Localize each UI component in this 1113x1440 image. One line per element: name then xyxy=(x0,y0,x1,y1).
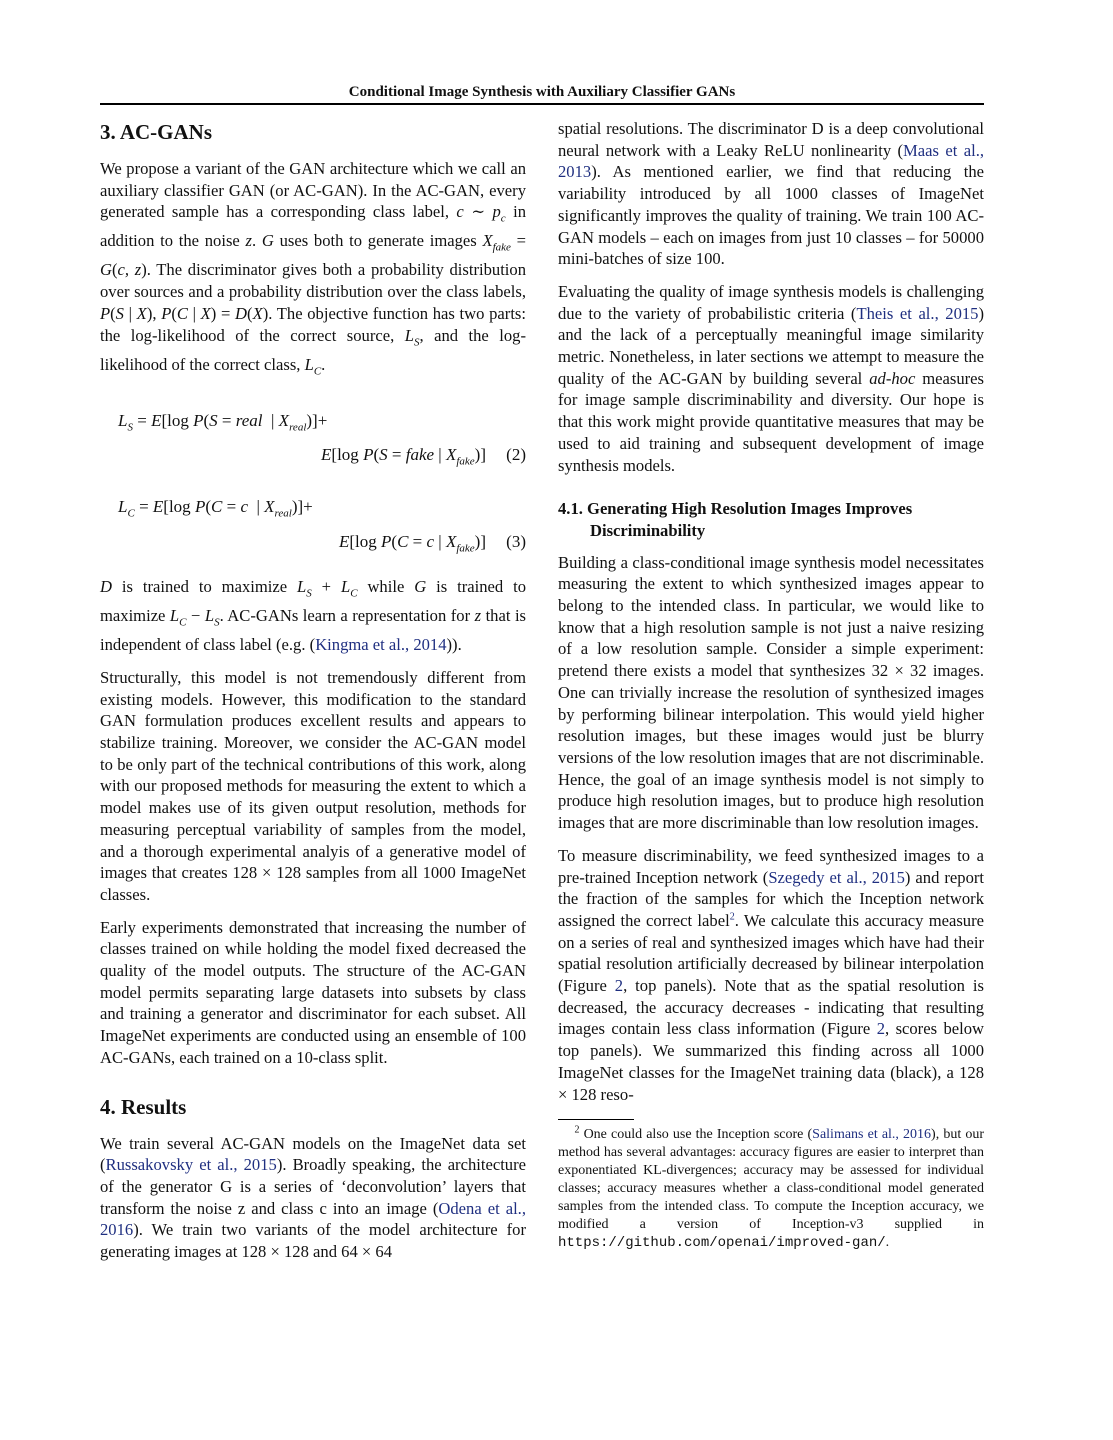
footnote-2: $^2$ One could also use the Inception score (Salimans et al., 2016), but our method has several advantages: accuracy figures are easier to interpret than exponentiated KL-divergences; accuracy may be assessed for individual classes; accuracy measures whether a class-conditional model generated samples from the intended class. To compute the Inception accuracy, we modified a version of Inception-v3 supplied in https://github.com/openai/improved-gan/. xyxy=(558,1124,984,1252)
equation-3-line-2: E[log P(C = c | $X_{fake}$)] (3) xyxy=(100,528,526,562)
running-title: Conditional Image Synthesis with Auxiliary Classifier GANs xyxy=(348,84,736,100)
equation-2 xyxy=(100,407,526,476)
section-4-1-paragraph-1: Building a class-conditional image synthesis model necessitates measuring the extent to which synthesized images appear to belong to the intended class. In particular, we would like to know that a high resolution sample is not just a naive resizing of a low resolution sample. Consider a simple experiment: pretend there exists a model that synthesizes 32 × 32 images. One can trivially increase the resolution of synthesized images by performing bilinear interpolation. This would yield higher resolution images, but these images would just be blurry versions of the low resolution images that are not discriminable. Hence, the goal of an image synthesis model is not simply to produce high resolution images, but to produce high resolution images that are more discriminable than low resolution images. xyxy=(558,552,984,833)
equation-2-line-2: E[log P(S = fake | $X_{fake}$)] (2) xyxy=(100,441,526,475)
section-4-paragraph-evaluation: Evaluating the quality of image synthesis models is challenging due to the variety of probabilistic criteria (Theis et al., 2015) and the lack of a perceptually meaningful image similarity metric. Nonetheless, in later sections we attempt to measure the quality of the AC-GAN by building several ad-hoc measures for image sample discriminability and diversity. Our hope is that this work might provide quantitative measures that may be used to aid training and subsequent development of image synthesis models. xyxy=(558,281,985,475)
citation-russakovsky[interactable]: Russakovsky et al., 2015 xyxy=(105,1155,277,1175)
section-3-title: 3. AC-GANs xyxy=(100,120,213,144)
section-3-paragraph-4: Early experiments demonstrated that increasing the number of classes trained on while holding the model fixed decreased the quality of the model outputs. The structure of the AC-GAN model permits separating large datasets into subsets by class and training a generator and discriminator for each subset. All ImageNet experiments are conducted using an ensemble of 100 AC-GANs, each trained on a 10-class split. xyxy=(100,917,526,1067)
section-4-paragraph-continued: spatial resolutions. The discriminator D is a deep convolutional neural network with a Leaky ReLU nonlinearity (Maas et al., 2013). As mentioned earlier, we find that reducing the variability introduced by all 1000 classes of ImageNet significantly improves the quality of training. We train 100 AC-GAN models – each on images from just 10 classes – for 50000 mini-batches of size 100. xyxy=(558,119,984,269)
citation-theis[interactable]: Theis et al., 2015 xyxy=(856,303,979,323)
citation-szegedy[interactable]: Szegedy et al., 2015 xyxy=(768,867,905,887)
header-rule xyxy=(100,103,984,105)
footnote-2-mark: 2 xyxy=(574,1124,580,1136)
section-4-paragraph-1: We train several AC-GAN models on the ImageNet data set (Russakovsky et al., 2015). Broadly speaking, the architecture of the generator G is a series of ‘deconvolution’ layers that transform the noise z and class c into an image (Odena et al., 2016). We train two variants of the model architecture for generating images at 128 × 128 and 64 × 64 xyxy=(100,1133,526,1262)
equation-2-number: (2) xyxy=(506,444,526,464)
citation-salimans[interactable]: Salimans et al., 2016 xyxy=(812,1127,932,1143)
section-4-title: 4. Results xyxy=(100,1094,187,1119)
footnote-2-marker[interactable]: 2 xyxy=(729,911,735,923)
citation-odena[interactable]: Odena et al., 2016 xyxy=(100,1198,526,1240)
section-3-paragraph-2: D is trained to maximize $L_S + L_C$ while G is trained to maximize $L_C - L_S$. AC-GANs learn a representation for z that is independent of class label (e.g. (Kingma et al., 2014)). xyxy=(100,577,527,655)
citation-kingma[interactable]: Kingma et al., 2014 xyxy=(315,635,447,655)
citation-maas[interactable]: Maas et al., 2013 xyxy=(558,140,984,182)
equation-2-line-1: $L_S = E[\log$ P(S = real | $X_{real})]+$ xyxy=(118,410,328,433)
equation-3 xyxy=(100,493,526,562)
left-column xyxy=(100,118,526,1274)
section-3-paragraph-3: Structurally, this model is not tremendously different from existing models. However, this modification to the standard GAN formulation produces excellent results and appears to stabilize training. Moreover, we consider the AC-GAN model to be only part of the technical contributions of this work, along with our proposed methods for measuring the extent to which a model makes use of its given output resolution, methods for measuring perceptual variability of samples from the model, and a thorough experimental analyis of a generative model of images that creates 128 × 128 samples from all 1000 ImageNet classes. xyxy=(100,667,526,904)
figure-2-link[interactable]: 2 xyxy=(614,976,624,996)
footnote-url[interactable]: https://github.com/openai/improved-gan/ xyxy=(558,1235,886,1252)
right-column xyxy=(558,118,984,1252)
figure-2-link[interactable]: 2 xyxy=(876,1019,885,1039)
section-3-paragraph-1: We propose a variant of the GAN architecture which we call an auxiliary classifier GAN (or AC-GAN). In the AC-GAN, every generated sample has a corresponding class label, c ∼ $p_c$ in addition to the noise z. G uses both to generate images $X_{fake} = G(c$, z). The discriminator gives both a probability distribution over sources and a probability distribution over the class labels, P(S | X), P(C | X) = D(X). The objective function has two parts: the log-likelihood of the correct source, $L_S$, and the log-likelihood of the correct class, $L_C$. xyxy=(100,159,527,377)
equation-3-line-1: $L_C = E[\log$ P(C = c | $X_{real})]+$ xyxy=(118,497,313,520)
footnote-rule xyxy=(558,1119,634,1120)
equation-3-number: (3) xyxy=(506,531,526,551)
section-4-1-paragraph-2: To measure discriminability, we feed synthesized images to a pre-trained Inception network (Szegedy et al., 2015) and report the fraction of the samples for which the Inception network assigned the correct label$^2$. We calculate this accuracy measure on a series of real and synthesized images which have had their spatial resolution artificially decreased by bilinear interpolation (Figure 2, top panels). Note that as the spatial resolution is decreased, the accuracy decreases - indicating that resulting images contain less class information (Figure 2, scores below top panels). We summarized this finding across all 1000 ImageNet classes for the ImageNet training data (black), a 128 × 128 reso- xyxy=(558,845,985,1104)
section-4-1-title: 4.1. Generating High Resolution Images Improves Discriminability xyxy=(558,499,913,540)
